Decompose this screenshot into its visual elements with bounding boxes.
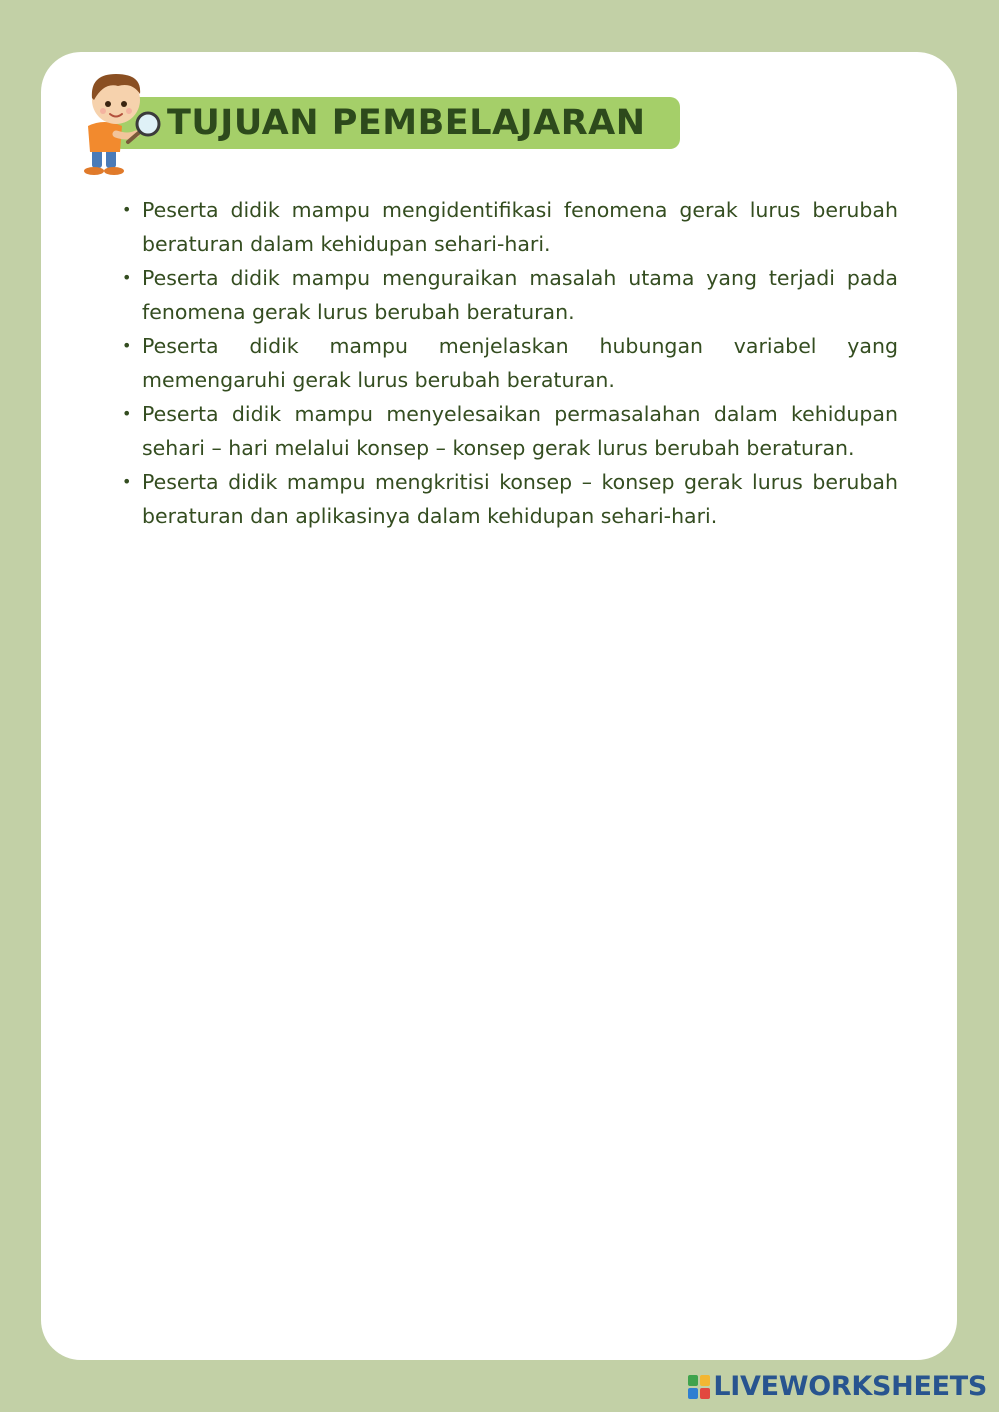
bullet-icon: •	[122, 268, 132, 287]
list-item	[120, 193, 898, 261]
learning-objectives-list	[120, 193, 898, 533]
mascot-eye-right	[121, 101, 127, 107]
mascot-shoe-left	[84, 167, 104, 175]
liveworksheets-logo-icon	[688, 1375, 710, 1399]
bullet-icon: •	[122, 200, 132, 219]
objective-text: Peserta didik mampu menguraikan masalah utama yang terjadi pada fenomena gerak lurus berubah beraturan.	[142, 266, 898, 324]
brand-name: LIVEWORKSHEETS	[713, 1371, 987, 1402]
page-title: TUJUAN PEMBELAJARAN	[167, 103, 646, 143]
liveworksheets-brand[interactable]	[688, 1370, 987, 1404]
boy-with-magnifier-illustration	[70, 68, 166, 180]
bullet-icon: •	[122, 336, 132, 355]
mascot-eye-left	[105, 101, 111, 107]
bullet-icon: •	[122, 404, 132, 423]
objective-text: Peserta didik mampu menyelesaikan permasalahan dalam kehidupan sehari – hari melalui konsep – konsep gerak lurus berubah beraturan.	[142, 402, 898, 460]
list-item	[120, 397, 898, 465]
objective-text: Peserta didik mampu mengidentifikasi fenomena gerak lurus berubah beraturan dalam kehidupan sehari-hari.	[142, 198, 898, 256]
list-item	[120, 465, 898, 533]
magnifier-lens-icon	[137, 113, 159, 135]
objective-text: Peserta didik mampu menjelaskan hubungan variabel yang memengaruhi gerak lurus berubah beraturan.	[142, 334, 898, 392]
list-item	[120, 329, 898, 397]
objective-text: Peserta didik mampu mengkritisi konsep – konsep gerak lurus berubah beraturan dan aplikasinya dalam kehidupan sehari-hari.	[142, 470, 898, 528]
mascot-shoe-right	[104, 167, 124, 175]
bullet-icon: •	[122, 472, 132, 491]
list-item	[120, 261, 898, 329]
